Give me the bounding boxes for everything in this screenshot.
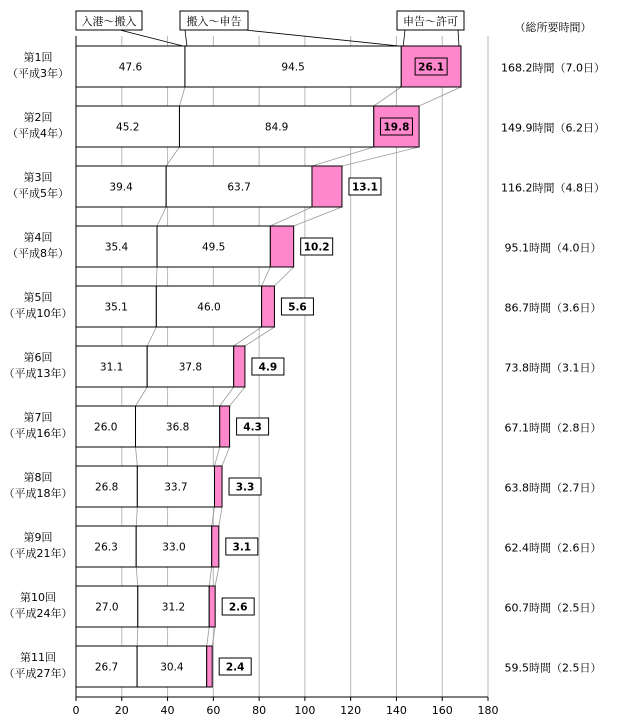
value-label: 33.7 (164, 481, 188, 494)
x-tick-label: 60 (206, 704, 221, 717)
category-labels (4, 51, 73, 680)
legend (76, 11, 464, 46)
total-time: 116.2時間（4.8日） (501, 181, 605, 195)
bar-segment-declaration-to-permit (234, 346, 245, 387)
category-label-year: （平成8年） (7, 247, 69, 260)
connector-line (136, 447, 138, 466)
legend-pointer (185, 30, 187, 46)
connector-line (245, 327, 275, 346)
category-label-round: 第4回 (23, 231, 53, 244)
connector-line (342, 147, 419, 166)
connector-line (166, 147, 179, 166)
value-label: 4.9 (258, 361, 278, 374)
connector-line (374, 87, 401, 106)
category-label-year: （平成24年） (3, 607, 73, 620)
bar-segment-declaration-to-permit (207, 646, 212, 687)
value-label: 26.1 (418, 61, 445, 74)
value-label: 45.2 (116, 121, 140, 134)
legend-pointer (120, 30, 183, 46)
value-label: 3.1 (232, 541, 252, 554)
value-label: 84.9 (264, 121, 289, 134)
legend-pointer (403, 30, 405, 46)
total-time: 63.8時間（2.7日） (504, 481, 602, 495)
bar-segment-declaration-to-permit (212, 526, 219, 567)
x-tick-label: 100 (294, 704, 316, 717)
connector-line (157, 207, 166, 226)
value-label: 10.2 (303, 241, 330, 254)
category-label-year: （平成3年） (7, 67, 69, 80)
category-label-round: 第10回 (20, 591, 56, 604)
value-label: 63.7 (227, 181, 251, 194)
totals-column (501, 20, 605, 675)
category-label-round: 第1回 (23, 51, 53, 64)
value-label: 26.8 (94, 481, 119, 494)
legend-pointer (245, 30, 399, 46)
legend-pointer (458, 30, 459, 46)
value-label: 39.4 (109, 181, 133, 194)
category-label-year: （平成16年） (3, 427, 73, 440)
value-label: 5.6 (288, 301, 307, 314)
value-label: 47.6 (118, 61, 143, 74)
category-label-year: （平成21年） (3, 547, 73, 560)
total-time: 149.9時間（6.2日） (501, 121, 605, 135)
value-label: 37.8 (178, 361, 203, 374)
total-time: 60.7時間（2.5日） (504, 601, 602, 615)
value-label: 26.3 (94, 541, 118, 554)
value-label: 27.0 (95, 601, 119, 614)
x-tick-label: 120 (340, 704, 362, 717)
category-label-year: （平成18年） (3, 487, 73, 500)
value-label: 26.7 (94, 661, 119, 674)
bar-segment-declaration-to-permit (270, 226, 293, 267)
x-tick-label: 80 (252, 704, 267, 717)
connector-line (222, 447, 230, 466)
value-label: 26.0 (94, 421, 118, 434)
x-tick-label: 20 (114, 704, 129, 717)
bar-segment-declaration-to-permit (220, 406, 230, 447)
value-label: 46.0 (197, 301, 221, 314)
category-label-year: （平成4年） (7, 127, 69, 140)
total-time: 67.1時間（2.8日） (504, 421, 602, 435)
bars (76, 46, 461, 687)
category-label-year: （平成27年） (3, 667, 73, 680)
connector-line (147, 327, 156, 346)
value-label: 30.4 (160, 661, 184, 674)
value-label: 35.4 (104, 241, 129, 254)
value-label: 36.8 (165, 421, 190, 434)
connector-line (207, 627, 210, 646)
value-label: 4.3 (243, 421, 262, 434)
category-label-round: 第11回 (20, 651, 56, 664)
total-time: 59.5時間（2.5日） (504, 661, 602, 675)
category-label-round: 第3回 (23, 171, 53, 184)
connector-line (312, 147, 374, 166)
connector-line (419, 87, 461, 106)
total-time: 62.4時間（2.6日） (504, 541, 602, 555)
total-time: 73.8時間（3.1日） (504, 361, 602, 375)
connector-line (215, 567, 219, 586)
connector-line (234, 327, 262, 346)
legend-item-label: 搬入～申告 (186, 15, 242, 28)
totals-title: （総所要時間） (514, 21, 592, 34)
category-label-year: （平成10年） (3, 307, 73, 320)
category-label-round: 第6回 (23, 351, 53, 364)
connector-line (179, 87, 184, 106)
bar-segment-declaration-to-permit (214, 466, 222, 507)
value-label: 13.1 (352, 181, 378, 194)
category-label-round: 第8回 (23, 471, 53, 484)
value-label: 3.3 (235, 481, 255, 494)
connector-line (214, 447, 219, 466)
value-label: 2.4 (225, 661, 245, 674)
x-tick-label: 140 (385, 704, 407, 717)
total-time: 95.1時間（4.0日） (504, 241, 602, 255)
connector-line (274, 267, 293, 286)
value-label: 31.1 (99, 361, 124, 374)
category-label-year: （平成5年） (7, 187, 69, 200)
category-label-round: 第5回 (23, 291, 53, 304)
connector-line (262, 267, 271, 286)
value-label: 19.8 (383, 121, 410, 134)
connector-line (209, 567, 212, 586)
total-time: 168.2時間（7.0日） (501, 61, 605, 75)
total-time: 86.7時間（3.6日） (504, 301, 602, 315)
value-label: 31.2 (161, 601, 186, 614)
x-tick-label: 40 (160, 704, 175, 717)
x-tick-label: 160 (431, 704, 453, 717)
category-label-round: 第7回 (23, 411, 53, 424)
connector-line (156, 267, 157, 286)
connector-line (219, 507, 222, 526)
bar-segment-declaration-to-permit (209, 586, 215, 627)
category-label-round: 第9回 (23, 531, 53, 544)
legend-item-label: 申告～許可 (403, 15, 458, 28)
value-label: 33.0 (162, 541, 186, 554)
x-tick-label: 180 (477, 704, 499, 717)
bar-segment-declaration-to-permit (312, 166, 342, 207)
legend-item-label: 入港～搬入 (81, 15, 137, 28)
connector-line (270, 207, 312, 226)
x-tick-label: 0 (72, 704, 80, 717)
connector-line (136, 387, 148, 406)
connector-line (294, 207, 342, 226)
category-label-round: 第2回 (23, 111, 53, 124)
connector-line (137, 627, 138, 646)
value-label: 94.5 (281, 61, 305, 74)
bar-segment-declaration-to-permit (262, 286, 275, 327)
category-label-year: （平成13年） (3, 367, 73, 380)
connector-line (136, 567, 138, 586)
connector-line (136, 507, 137, 526)
value-label: 35.1 (104, 301, 128, 314)
value-label: 2.6 (228, 601, 248, 614)
value-label: 49.5 (201, 241, 226, 254)
